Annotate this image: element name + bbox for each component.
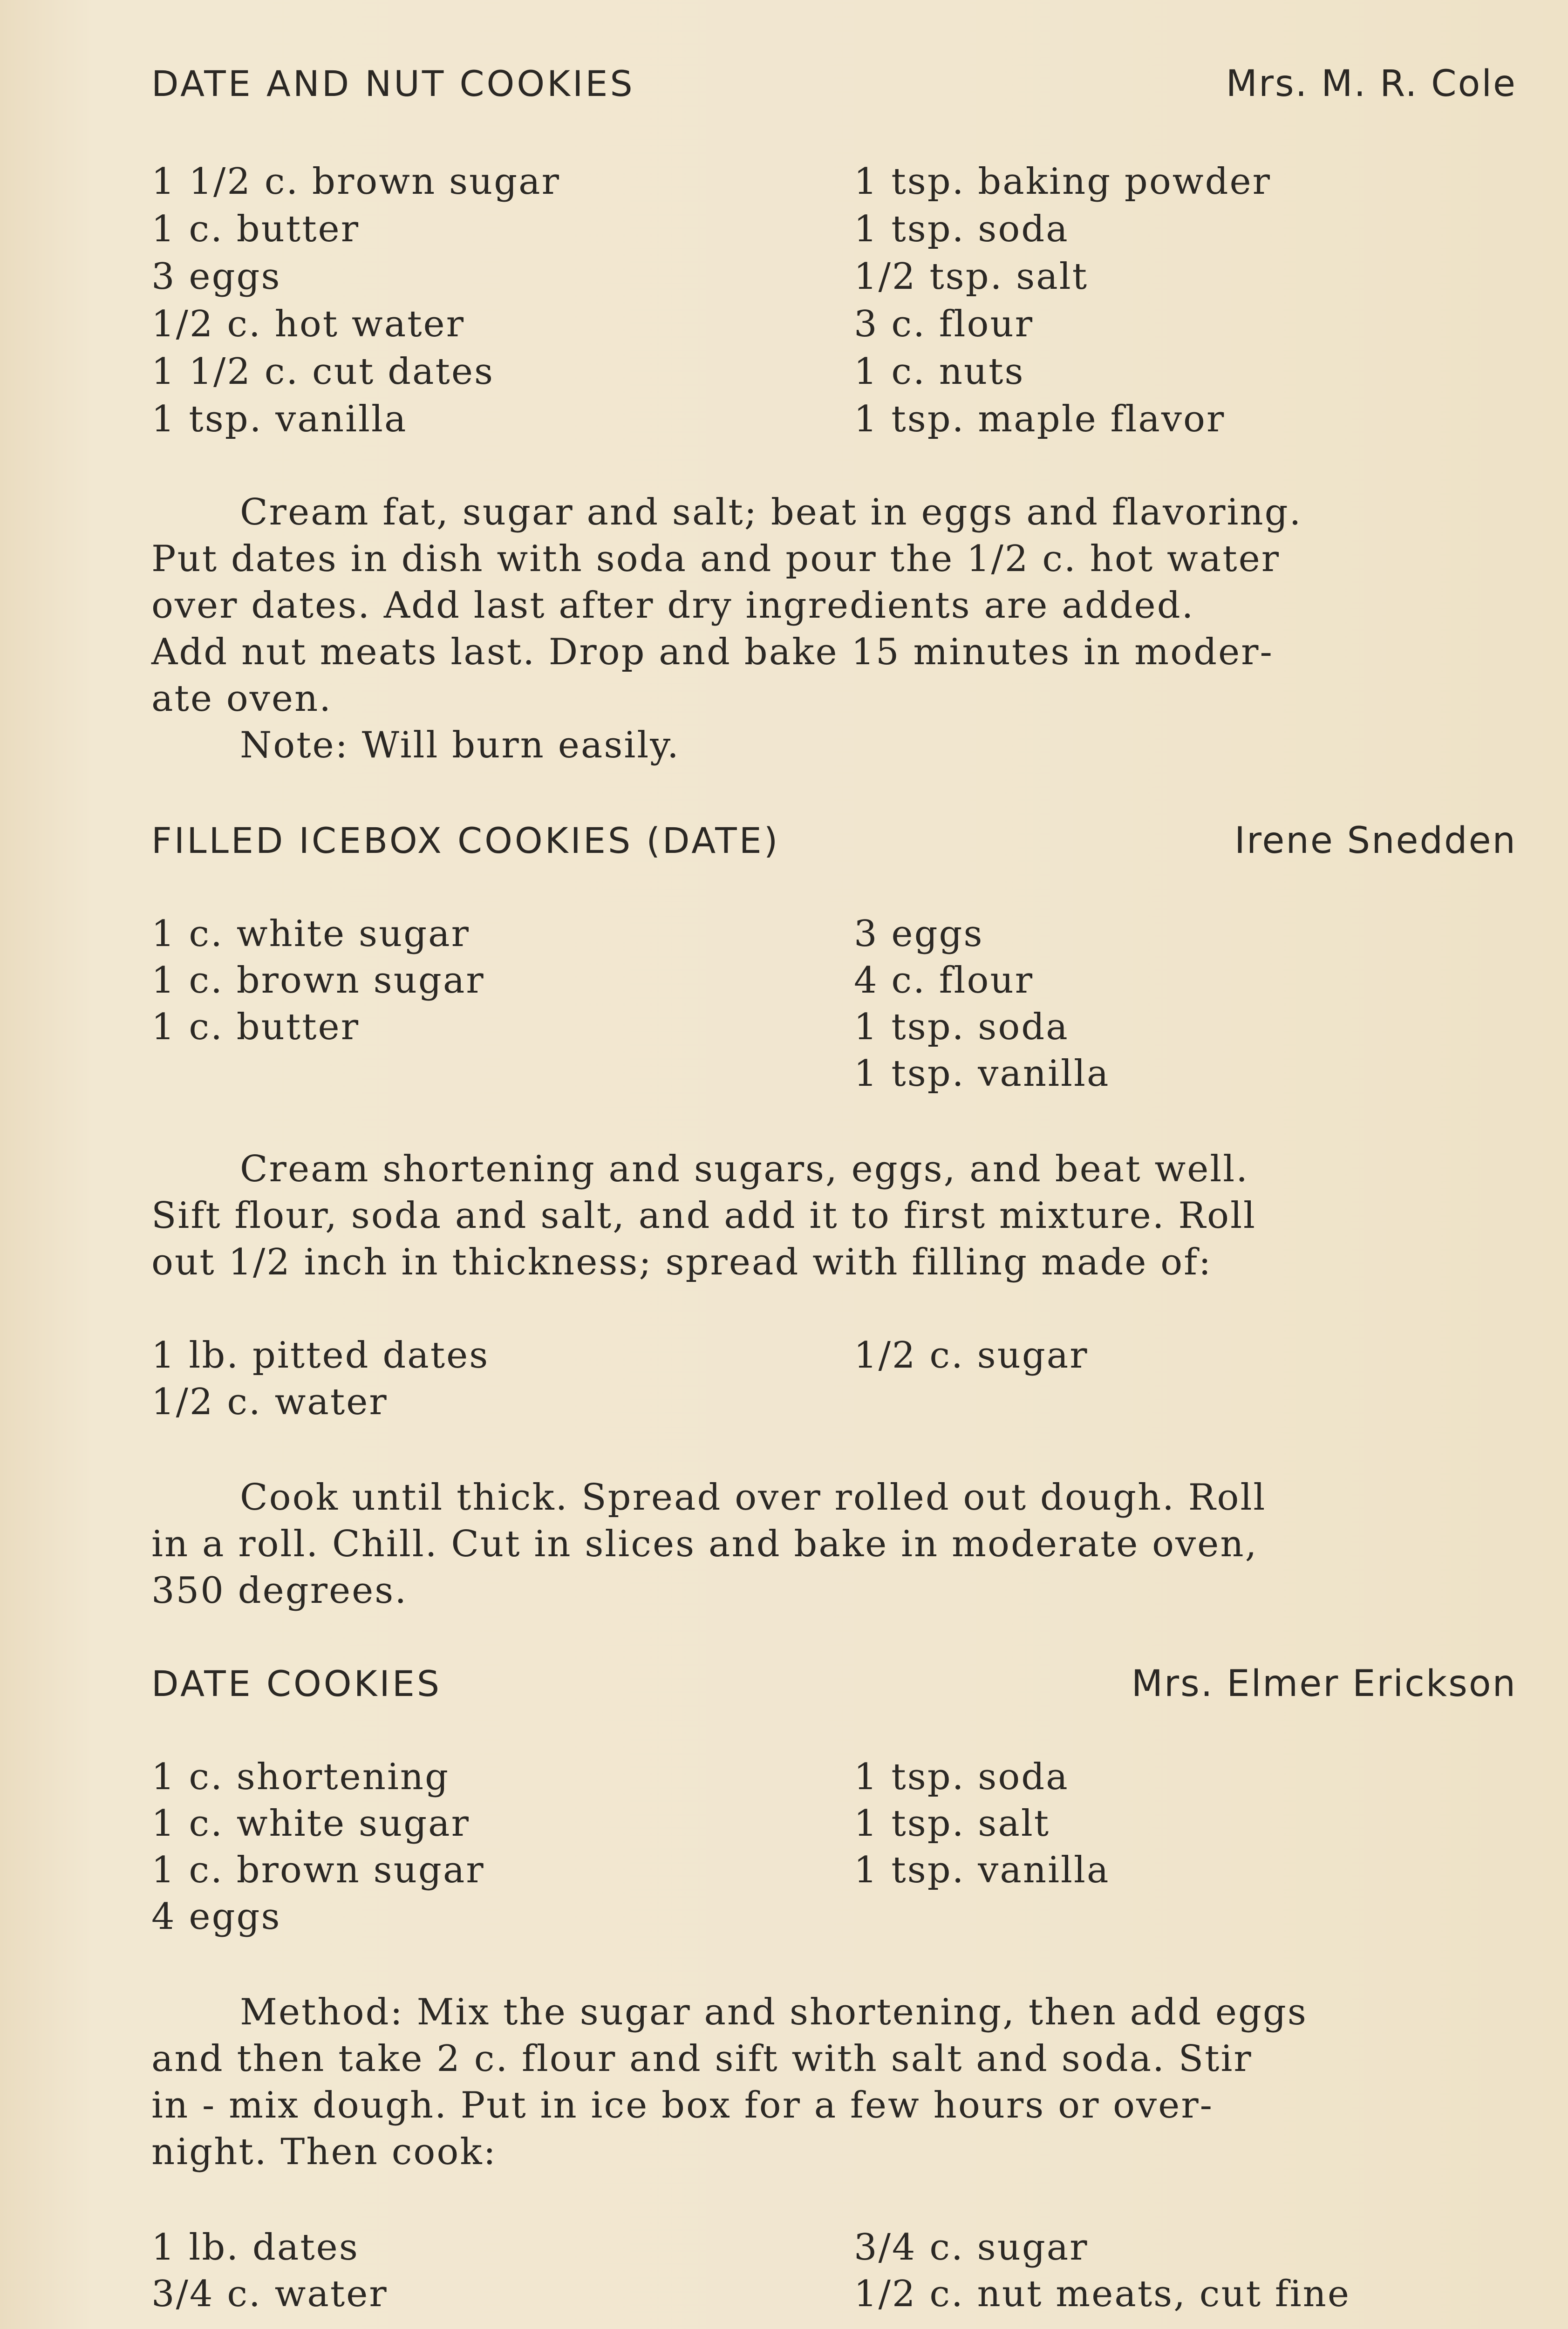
ingredient: 1 tsp. vanilla — [854, 1849, 1110, 1891]
recipe-note: Note: Will burn easily. — [240, 724, 680, 766]
ingredient: 1 1/2 c. brown sugar — [151, 161, 560, 203]
directions-line: in a roll. Chill. Cut in slices and bake in moderate oven, — [151, 1523, 1258, 1565]
filling-ingredient: 3/4 c. water — [151, 2273, 388, 2315]
directions-line: Add nut meats last. Drop and bake 15 minutes in moder- — [151, 631, 1274, 673]
directions-line: Put dates in dish with soda and pour the 1/2 c. hot water — [151, 538, 1281, 580]
ingredient: 1/2 c. hot water — [151, 303, 465, 345]
directions-line: out 1/2 inch in thickness; spread with filling made of: — [151, 1241, 1213, 1283]
ingredient: 1 c. shortening — [151, 1756, 450, 1798]
recipe-author: Irene Snedden — [1234, 820, 1517, 862]
directions-line: and then take 2 c. flour and sift with salt and soda. Stir — [151, 2038, 1253, 2080]
filling-ingredient: 3/4 c. sugar — [854, 2227, 1089, 2268]
ingredient: 1 c. butter — [151, 208, 360, 250]
ingredient: 3 eggs — [151, 256, 281, 298]
filling-ingredient: 1/2 c. water — [151, 1381, 388, 1423]
directions-line: in - mix dough. Put in ice box for a few hours or over- — [151, 2084, 1213, 2126]
filling-ingredient: 1 lb. dates — [151, 2227, 359, 2268]
directions-line: Method: Mix the sugar and shortening, then add eggs — [240, 1991, 1308, 2033]
ingredient: 1 tsp. vanilla — [854, 1053, 1110, 1095]
ingredient: 1 c. brown sugar — [151, 960, 485, 1001]
ingredient: 1 c. butter — [151, 1006, 360, 1048]
recipe-author: Mrs. Elmer Erickson — [1131, 1663, 1517, 1705]
ingredient: 1 c. white sugar — [151, 1803, 470, 1845]
recipe-title: DATE COOKIES — [151, 1663, 442, 1704]
ingredient: 1 tsp. soda — [854, 1006, 1069, 1048]
recipe-author: Mrs. M. R. Cole — [1226, 63, 1517, 105]
ingredient: 1 c. nuts — [854, 351, 1025, 393]
directions-line: over dates. Add last after dry ingredients are added. — [151, 585, 1195, 627]
directions-line: night. Then cook: — [151, 2131, 497, 2173]
ingredient: 1 tsp. baking powder — [854, 161, 1271, 203]
directions-line: Sift flour, soda and salt, and add it to first mixture. Roll — [151, 1195, 1256, 1237]
directions-line: ate oven. — [151, 678, 333, 720]
ingredient: 1/2 tsp. salt — [854, 256, 1089, 298]
recipe-title: FILLED ICEBOX COOKIES (DATE) — [151, 820, 780, 861]
ingredient: 1 tsp. soda — [854, 1756, 1069, 1798]
ingredient: 1 c. brown sugar — [151, 1849, 485, 1891]
filling-ingredient: 1/2 c. sugar — [854, 1335, 1089, 1376]
ingredient: 3 c. flour — [854, 303, 1034, 345]
filling-ingredient: 1 lb. pitted dates — [151, 1335, 490, 1376]
filling-ingredient: 1/2 c. nut meats, cut fine — [854, 2273, 1351, 2315]
ingredient: 1 c. white sugar — [151, 913, 470, 955]
ingredient: 4 eggs — [151, 1896, 281, 1938]
ingredient: 1 tsp. soda — [854, 208, 1069, 250]
directions-line: Cream shortening and sugars, eggs, and beat well. — [240, 1148, 1249, 1190]
ingredient: 4 c. flour — [854, 960, 1034, 1001]
directions-line: Cook until thick. Spread over rolled out dough. Roll — [240, 1477, 1267, 1519]
recipe-title: DATE AND NUT COOKIES — [151, 63, 635, 104]
directions-line: 350 degrees. — [151, 1570, 408, 1612]
ingredient: 1 tsp. salt — [854, 1803, 1050, 1845]
ingredient: 1 tsp. vanilla — [151, 398, 408, 440]
ingredient: 1 tsp. maple flavor — [854, 398, 1226, 440]
ingredient: 3 eggs — [854, 913, 984, 955]
ingredient: 1 1/2 c. cut dates — [151, 351, 495, 393]
directions-line: Cream fat, sugar and salt; beat in eggs and flavoring. — [240, 491, 1302, 533]
